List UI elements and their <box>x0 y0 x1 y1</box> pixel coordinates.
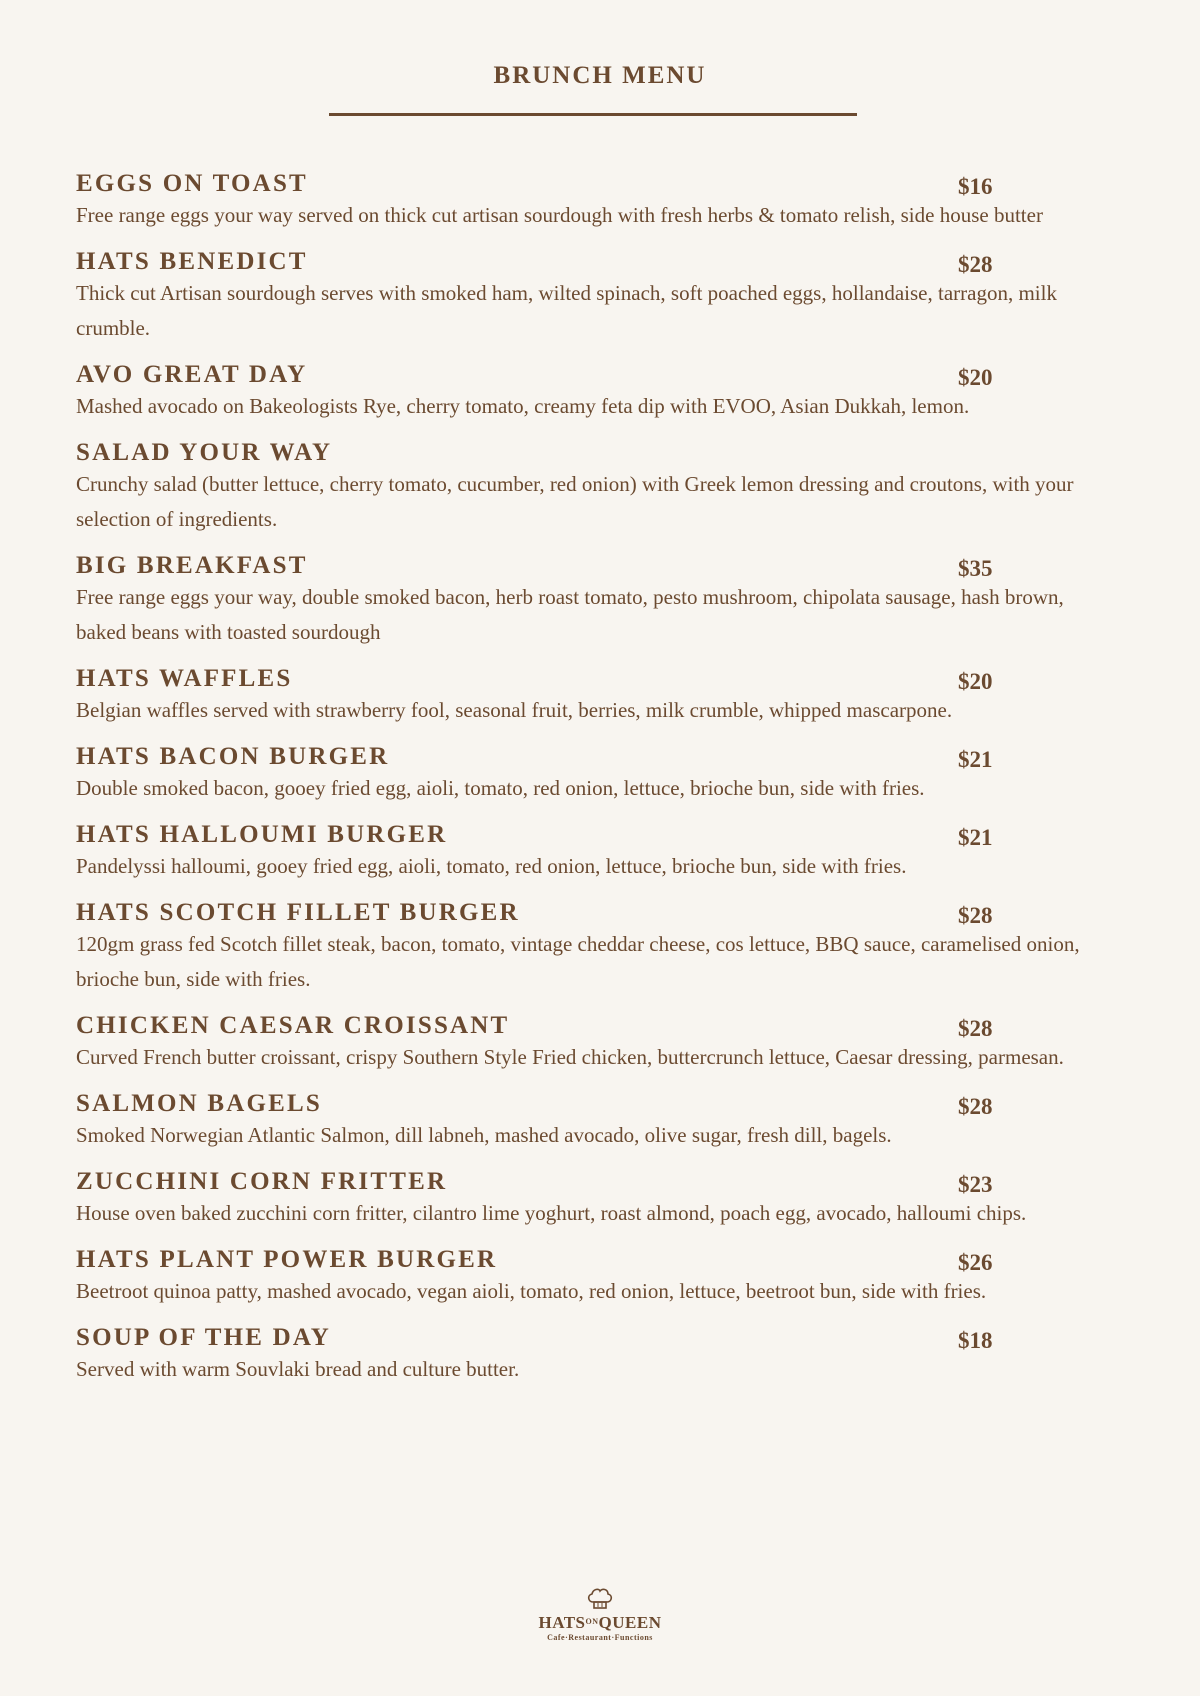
item-price: $21 <box>958 825 993 850</box>
item-price: $28 <box>958 1016 993 1041</box>
menu-item <box>76 1012 1120 1075</box>
menu-item <box>76 743 1120 806</box>
menu-item <box>76 361 1120 424</box>
item-name: SOUP OF THE DAY <box>76 1324 332 1351</box>
menu-item <box>76 1168 1120 1231</box>
item-price: $18 <box>958 1328 993 1353</box>
item-price: $28 <box>958 903 993 928</box>
item-name: HATS PLANT POWER BURGER <box>76 1246 498 1273</box>
item-price: $21 <box>958 747 993 772</box>
item-description: Free range eggs your way, double smoked bacon, herb roast tomato, pesto mushroom, chipolata sausage, hash brown, baked beans with toasted sourdough <box>76 585 1064 644</box>
item-name: EGGS ON TOAST <box>76 170 308 197</box>
item-description: House oven baked zucchini corn fritter, cilantro lime yoghurt, roast almond, poach egg, avocado, halloumi chips. <box>76 1201 1027 1225</box>
item-name: HATS WAFFLES <box>76 665 293 692</box>
item-description: Free range eggs your way served on thick cut artisan sourdough with fresh herbs & tomato relish, side house butter <box>76 203 1043 227</box>
item-description: Beetroot quinoa patty, mashed avocado, vegan aioli, tomato, red onion, lettuce, beetroot bun, side with fries. <box>76 1279 987 1303</box>
menu-title: BRUNCH MENU <box>493 62 707 89</box>
item-description: 120gm grass fed Scotch fillet steak, bacon, tomato, vintage cheddar cheese, cos lettuce, BBQ sauce, caramelised onion, brioche bun, side with fries. <box>76 932 1080 991</box>
item-name: SALAD YOUR WAY <box>76 439 333 466</box>
item-description: Pandelyssi halloumi, gooey fried egg, aioli, tomato, red onion, lettuce, brioche bun, side with fries. <box>76 854 907 878</box>
chef-hat-icon <box>586 1588 614 1612</box>
menu-item <box>76 665 1120 728</box>
item-name: ZUCCHINI CORN FRITTER <box>76 1168 448 1195</box>
item-name: HATS HALLOUMI BURGER <box>76 821 448 848</box>
menu-item <box>76 552 1120 650</box>
menu-item <box>76 1246 1120 1309</box>
item-price: $26 <box>958 1250 993 1275</box>
item-price: $23 <box>958 1172 993 1197</box>
item-description: Crunchy salad (butter lettuce, cherry tomato, cucumber, red onion) with Greek lemon dressing and croutons, with your selection of ingredients. <box>76 472 1074 531</box>
logo-tagline: Cafe·Restaurant·Functions <box>547 1633 653 1642</box>
item-price: $28 <box>958 252 993 277</box>
item-description: Curved French butter croissant, crispy Southern Style Fried chicken, buttercrunch lettuce, Caesar dressing, parmesan. <box>76 1045 1064 1069</box>
menu-item <box>76 899 1120 997</box>
menu-items-list <box>76 170 1120 1402</box>
restaurant-logo <box>0 1588 1200 1642</box>
menu-item <box>76 170 1120 233</box>
item-name: HATS SCOTCH FILLET BURGER <box>76 899 520 926</box>
item-name: BIG BREAKFAST <box>76 552 308 579</box>
item-name: AVO GREAT DAY <box>76 361 308 388</box>
title-divider <box>329 113 857 116</box>
item-description: Double smoked bacon, gooey fried egg, aioli, tomato, red onion, lettuce, brioche bun, side with fries. <box>76 776 925 800</box>
item-price: $20 <box>958 669 993 694</box>
item-price: $28 <box>958 1094 993 1119</box>
menu-item <box>76 1090 1120 1153</box>
item-name: HATS BACON BURGER <box>76 743 390 770</box>
item-price: $20 <box>958 365 993 390</box>
menu-item <box>76 439 1120 537</box>
item-name: CHICKEN CAESAR CROISSANT <box>76 1012 510 1039</box>
menu-item <box>76 248 1120 346</box>
item-name: HATS BENEDICT <box>76 248 308 275</box>
item-description: Smoked Norwegian Atlantic Salmon, dill labneh, mashed avocado, olive sugar, fresh dill, bagels. <box>76 1123 892 1147</box>
menu-item <box>76 1324 1120 1387</box>
item-description: Belgian waffles served with strawberry fool, seasonal fruit, berries, milk crumble, whipped mascarpone. <box>76 698 953 722</box>
item-description: Thick cut Artisan sourdough serves with smoked ham, wilted spinach, soft poached eggs, hollandaise, tarragon, milk crumble. <box>76 281 1057 340</box>
item-name: SALMON BAGELS <box>76 1090 323 1117</box>
item-description: Served with warm Souvlaki bread and culture butter. <box>76 1357 520 1381</box>
menu-item <box>76 821 1120 884</box>
item-price: $16 <box>958 174 993 199</box>
item-description: Mashed avocado on Bakeologists Rye, cherry tomato, creamy feta dip with EVOO, Asian Dukkah, lemon. <box>76 394 970 418</box>
logo-name: $HATS^{ON}QUEEN$ <box>538 1613 662 1632</box>
item-price: $35 <box>958 556 993 581</box>
